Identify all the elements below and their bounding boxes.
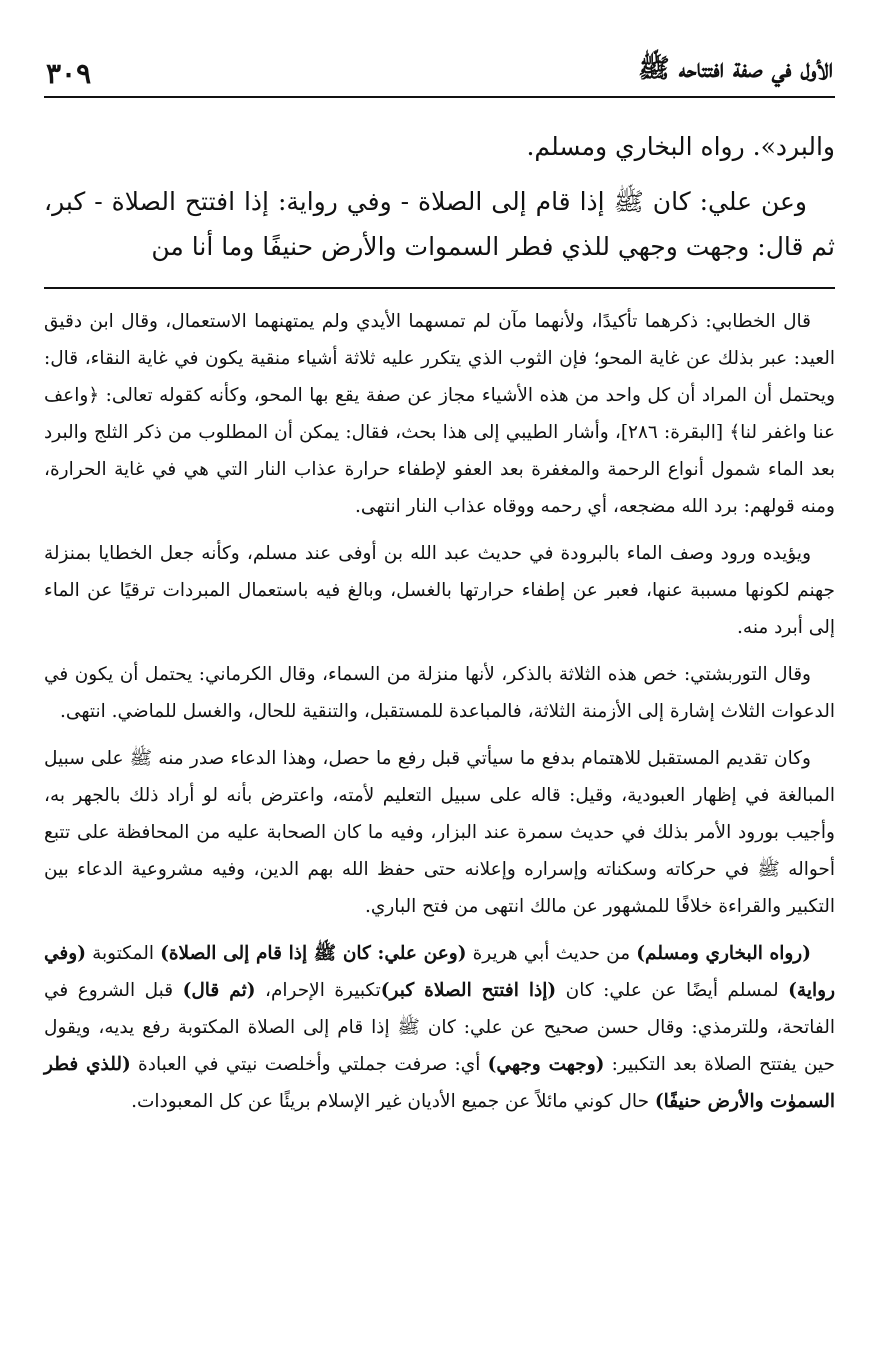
- header-title: الأول في صفة افتتاحه ﷺ: [638, 54, 833, 84]
- commentary-paragraph-1: قال الخطابي: ذكرهما تأكيدًا، ولأنهما مآن لم تمسهما الأيدي ولم يمتهنهما الاستعمال، وقال ابن دقيق العيد: عبر بذلك عن غاية المحو؛ فإن الثوب الذي يتكرر عليه ثلاثة أشياء منقية يكون في غاية النقاء، قال: ويحتمل أن المراد أن كل واحد من هذه الأشياء مجاز عن صفة يقع بها المحو، وكأنه كقوله تعالى: ﴿واعف عنا واغفر لنا﴾ [البقرة: ٢٨٦]، وأشار الطيبي إلى هذا بحث، فقال: يمكن أن المطلوب من ذكر الثلج والبرد بعد الماء شمول أنواع الرحمة والمغفرة بعد العفو لإطفاء حرارة عذاب النار التي هي في غاية الحرارة، ومنه قولهم: برد الله مضجعه، أي رحمه ووقاه عذاب النار انتهى.: [44, 311, 835, 517]
- matn-line-1: والبرد». رواه البخاري ومسلم.: [526, 132, 835, 161]
- matn-quote: (للذي فطر السموٰت والأرض حنيفًا): [44, 1054, 835, 1112]
- commentary-text: من حديث أبي هريرة: [466, 943, 637, 964]
- commentary-text: المكتوبة: [85, 943, 161, 964]
- matn-quote: (وفي رواية): [44, 943, 835, 1001]
- commentary-paragraph-4: وكان تقديم المستقبل للاهتمام بدفع ما سيأتي قبل رفع ما حصل، وهذا الدعاء صدر منه ﷺ على سبيل المبالغة في إظهار العبودية، وقيل: قاله على سبيل التعليم لأمته، واعترض بأنه لو أراد ذلك بالجهر به، وأجيب بورود الأمر بذلك في حديث سمرة عند البزار، وفيه ما كان الصحابة عليه من المحافظة على تتبع أحواله ﷺ في حركاته وسكناته وإسراره وإعلانه حتى حفظ الله بهم الدين، وفيه مشروعية الدعاء بين التكبير والقراءة خلافًا للمشهور عن مالك انتهى من فتح الباري.: [44, 748, 835, 917]
- matn-quote: (ثم قال): [182, 980, 256, 1001]
- matn-paragraph-2: وعن علي: كان ﷺ إذا قام إلى الصلاة - وفي رواية: إذا افتتح الصلاة - كبر، ثم قال: وجهت وجهي للذي فطر السموات والأرض حنيفًا وما أنا من: [44, 187, 835, 261]
- commentary-paragraph-2: ويؤيده ورود وصف الماء بالبرودة في حديث عبد الله بن أوفى عند مسلم، وكأنه جعل الخطايا بمنزلة جهنم لكونها مسببة عنها، فعبر عن إطفاء حرارتها بالغسل، وبالغ فيه باستعمال المبردات ترقيًا عن الماء إلى أبرد منه.: [44, 543, 835, 638]
- commentary-text: لمسلم أيضًا عن علي: كان: [556, 980, 789, 1001]
- running-header: [44, 44, 835, 98]
- commentary-text: تكبيرة الإحرام،: [255, 980, 381, 1001]
- commentary-text: قبل الشروع في الفاتحة، وللترمذي: وقال حسن صحيح عن علي: كان ﷺ إذا قام إلى الصلاة المكتوبة رفع يديه، ويقول حين يفتتح الصلاة بعد التكبير:: [44, 980, 835, 1075]
- commentary-text: حال كوني مائلاً عن جميع الأديان غير الإسلام بريئًا عن كل المعبودات.: [131, 1091, 655, 1112]
- divider-rule: [44, 287, 835, 289]
- page-number: ٣٠٩: [46, 57, 92, 90]
- matn-quote: (رواه البخاري ومسلم): [636, 943, 811, 964]
- commentary-text: أي: صرفت جملتي وأخلصت نيتي في العبادة: [130, 1054, 488, 1075]
- commentary-paragraph-5: [44, 935, 835, 1120]
- main-text: [44, 124, 835, 269]
- matn-quote: (وجهت وجهي): [487, 1054, 605, 1075]
- commentary-paragraph-3: وقال التوربشتي: خص هذه الثلاثة بالذكر، لأنها منزلة من السماء، وقال الكرماني: يحتمل أن يكون في الدعوات الثلاث إشارة إلى الأزمنة الثلاثة، فالمباعدة للمستقبل، والتنقية للحال، والغسل للماضي. انتهى.: [44, 664, 835, 722]
- matn-quote: (إذا افتتح الصلاة كبر): [380, 980, 557, 1001]
- matn-quote: (وعن علي: كان ﷺ إذا قام إلى الصلاة): [160, 943, 467, 964]
- commentary: [44, 303, 835, 1120]
